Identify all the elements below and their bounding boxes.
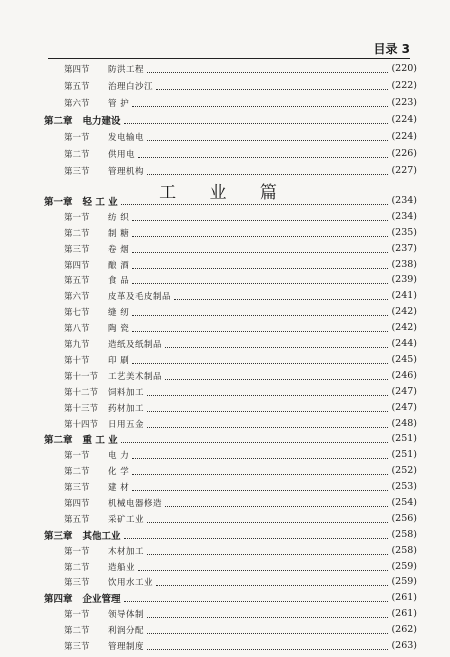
toc-page-number: (241)	[391, 290, 417, 301]
toc-section-row	[44, 60, 417, 77]
toc-page-number: (263)	[391, 640, 417, 651]
toc-dot-leader	[147, 139, 388, 141]
toc-page-number: (254)	[391, 497, 417, 508]
toc-section-row	[44, 621, 417, 638]
part-title: 工 业 篇	[159, 183, 291, 203]
toc-section-row	[44, 335, 417, 352]
toc-section-number: 第五节	[64, 514, 90, 525]
toc-entry-title: 印 刷	[108, 355, 130, 366]
toc-section-number: 第四节	[64, 64, 90, 75]
toc-chapter-row	[44, 589, 417, 606]
toc-page-number: (224)	[391, 114, 417, 125]
toc-dot-leader	[165, 346, 388, 348]
toc-section-row	[44, 128, 417, 145]
toc-entry-title: 造船业	[108, 562, 136, 573]
toc-dot-leader	[174, 298, 388, 300]
toc-page-number: (261)	[391, 608, 417, 619]
toc-page-number: (222)	[391, 80, 417, 91]
toc-section-number: 第三节	[64, 166, 90, 177]
toc-entry-title: 饲料加工	[108, 387, 145, 398]
toc-section-number: 第一节	[64, 132, 90, 143]
toc-page-number: (253)	[391, 481, 417, 492]
toc-dot-leader	[132, 235, 388, 237]
toc-section-number: 第一节	[64, 546, 90, 557]
toc-dot-leader	[124, 122, 389, 124]
toc-section-row	[44, 303, 417, 320]
toc-page-number: (245)	[391, 354, 417, 365]
toc-dot-leader	[132, 489, 388, 491]
toc-dot-leader	[132, 457, 388, 459]
toc-section-row	[44, 287, 417, 304]
toc-page-number: (242)	[391, 322, 417, 333]
toc-entry-title: 供用电	[108, 149, 136, 160]
toc-section-row	[44, 240, 417, 257]
toc-section-number: 第三节	[64, 482, 90, 493]
toc-section-number: 第十三节	[64, 403, 99, 414]
toc-dot-leader	[147, 410, 388, 412]
toc-entry-title: 利润分配	[108, 625, 145, 636]
toc-page-number: (251)	[391, 433, 417, 444]
toc-entry-title: 电 力	[108, 450, 130, 461]
toc-section-row	[44, 271, 417, 288]
toc-dot-leader	[147, 173, 388, 175]
toc-section-row	[44, 446, 417, 463]
toc-entry-title: 企业管理	[82, 593, 121, 605]
toc-page-number: (224)	[391, 131, 417, 142]
toc-page-number: (259)	[391, 561, 417, 572]
toc-dot-leader	[132, 251, 388, 253]
toc-chapter-row	[44, 526, 417, 543]
toc-section-row	[44, 462, 417, 479]
toc-section-row	[44, 208, 417, 225]
toc-page-number: (238)	[391, 259, 417, 270]
toc-page-number: (234)	[391, 195, 417, 206]
toc-section-number: 第三节	[64, 577, 90, 588]
toc-section-number: 第二节	[64, 625, 90, 636]
toc-page-number: (234)	[391, 211, 417, 222]
toc-entry-title: 防洪工程	[108, 64, 145, 75]
toc-entry-title: 发电输电	[108, 132, 145, 143]
toc-chapter-row	[44, 430, 417, 447]
toc-entry-title: 建 材	[108, 482, 130, 493]
toc-entry-title: 领导体制	[108, 609, 145, 620]
toc-section-number: 第一节	[64, 450, 90, 461]
toc-page-number: (247)	[391, 386, 417, 397]
toc-section-row	[44, 573, 417, 590]
toc-section-row	[44, 367, 417, 384]
toc-section-number: 第三章	[44, 530, 73, 542]
toc-dot-leader	[147, 394, 388, 396]
toc-section-number: 第四章	[44, 593, 73, 605]
toc-section-number: 第二章	[44, 115, 73, 127]
toc-entry-title: 陶 瓷	[108, 323, 130, 334]
toc-dot-leader	[147, 426, 388, 428]
toc-section-number: 第六节	[64, 291, 90, 302]
toc-dot-leader	[156, 88, 388, 90]
toc-page-number: (248)	[391, 418, 417, 429]
toc-dot-leader	[132, 362, 388, 364]
toc-section-row	[44, 94, 417, 111]
toc-dot-leader	[121, 203, 389, 205]
toc-entry-title: 日用五金	[108, 419, 145, 430]
toc-section-number: 第三节	[64, 244, 90, 255]
toc-chapter-row	[44, 111, 417, 128]
toc-section-number: 第三节	[64, 641, 90, 652]
toc-entry-title: 木材加工	[108, 546, 145, 557]
toc-page-number: (223)	[391, 97, 417, 108]
toc-entry-title: 采矿工业	[108, 514, 145, 525]
toc-dot-leader	[147, 553, 388, 555]
toc-entry-title: 重 工 业	[82, 434, 118, 446]
toc-page-number: (226)	[391, 148, 417, 159]
toc-section-number: 第八节	[64, 323, 90, 334]
toc-section-number: 第五节	[64, 81, 90, 92]
toc-section-row	[44, 162, 417, 179]
toc-entry-title: 管理机构	[108, 166, 145, 177]
toc-entry-title: 纺 织	[108, 212, 130, 223]
toc-page-number: (242)	[391, 306, 417, 317]
toc-dot-leader	[138, 569, 388, 571]
toc-section-row	[44, 637, 417, 654]
toc-page-number: (227)	[391, 165, 417, 176]
toc-entry-title: 酿 酒	[108, 260, 130, 271]
toc-entry-title: 食 品	[108, 275, 130, 286]
toc-dot-leader	[132, 330, 388, 332]
toc-section-number: 第二节	[64, 466, 90, 477]
toc-entry-title: 管 护	[108, 98, 130, 109]
toc-section-number: 第十节	[64, 355, 90, 366]
toc-entry-title: 化 学	[108, 466, 130, 477]
toc-section-row	[44, 383, 417, 400]
toc-section-number: 第一节	[64, 609, 90, 620]
toc-entry-title: 管理制度	[108, 641, 145, 652]
toc-section-row	[44, 605, 417, 622]
toc-page-number: (256)	[391, 513, 417, 524]
toc-page-number: (220)	[391, 63, 417, 74]
toc-section-row	[44, 351, 417, 368]
toc-section-row	[44, 510, 417, 527]
toc-dot-leader	[124, 600, 389, 602]
toc-section-number: 第四节	[64, 498, 90, 509]
toc-section-number: 第一章	[44, 196, 73, 208]
toc-section-number: 第六节	[64, 98, 90, 109]
toc-entry-title: 轻 工 业	[82, 196, 118, 208]
toc-dot-leader	[132, 267, 388, 269]
toc-entry-title: 制 糖	[108, 228, 130, 239]
toc-page-number: (262)	[391, 624, 417, 635]
toc-section-row	[44, 478, 417, 495]
toc-dot-leader	[138, 156, 388, 158]
toc-section-row	[44, 494, 417, 511]
toc-section-row	[44, 542, 417, 559]
toc-page-number: (235)	[391, 227, 417, 238]
toc-section-number: 第十一节	[64, 371, 99, 382]
toc-entry-title: 工艺美术制品	[108, 371, 163, 382]
toc-dot-leader	[147, 71, 388, 73]
toc-dot-leader	[147, 632, 388, 634]
toc-section-number: 第九节	[64, 339, 90, 350]
toc-section-number: 第二节	[64, 562, 90, 573]
toc-dot-leader	[147, 521, 388, 523]
toc-entry-title: 药材加工	[108, 403, 145, 414]
toc-section-number: 第五节	[64, 275, 90, 286]
toc-page-number: (246)	[391, 370, 417, 381]
toc-dot-leader	[121, 441, 389, 443]
toc-dot-leader	[156, 584, 388, 586]
toc-page-number: (251)	[391, 449, 417, 460]
toc-entry-title: 造纸及纸制品	[108, 339, 163, 350]
toc-section-number: 第一节	[64, 212, 90, 223]
toc-section-number: 第七节	[64, 307, 90, 318]
toc-entry-title: 缝 纫	[108, 307, 130, 318]
toc-dot-leader	[165, 505, 388, 507]
toc-section-row	[44, 319, 417, 336]
toc-page-number: (258)	[391, 545, 417, 556]
toc-dot-leader	[147, 616, 388, 618]
toc-page-number: (244)	[391, 338, 417, 349]
header-title: 目录 3	[373, 42, 410, 56]
toc-section-number: 第二章	[44, 434, 73, 446]
toc-entry-title: 机械电器修造	[108, 498, 163, 509]
toc-chapter-row	[44, 192, 417, 209]
toc-section-row	[44, 145, 417, 162]
toc-entry-title: 卷 烟	[108, 244, 130, 255]
toc-page-number: (252)	[391, 465, 417, 476]
toc-page-number: (259)	[391, 576, 417, 587]
toc-entry-title: 皮革及毛皮制品	[108, 291, 172, 302]
toc-dot-leader	[132, 219, 388, 221]
toc-dot-leader	[132, 105, 388, 107]
toc-section-row	[44, 399, 417, 416]
toc-dot-leader	[132, 473, 388, 475]
toc-section-row	[44, 224, 417, 241]
toc-dot-leader	[165, 378, 388, 380]
toc-page-number: (258)	[391, 529, 417, 540]
toc-dot-leader	[132, 314, 388, 316]
toc-page-number: (239)	[391, 274, 417, 285]
toc-section-number: 第二节	[64, 149, 90, 160]
toc-entry-title: 其他工业	[82, 530, 121, 542]
toc-page-number: (261)	[391, 592, 417, 603]
toc-dot-leader	[132, 282, 388, 284]
toc-entry-title: 电力建设	[82, 115, 121, 127]
toc-dot-leader	[147, 648, 388, 650]
toc-page-number: (237)	[391, 243, 417, 254]
toc-section-number: 第十四节	[64, 419, 99, 430]
toc-entry-title: 治理白沙江	[108, 81, 154, 92]
toc-section-row	[44, 77, 417, 94]
toc-section-number: 第二节	[64, 228, 90, 239]
toc-page-number: (247)	[391, 402, 417, 413]
toc-dot-leader	[124, 537, 389, 539]
toc-section-number: 第四节	[64, 260, 90, 271]
toc-entry-title: 饮用水工业	[108, 577, 154, 588]
toc-section-number: 第十二节	[64, 387, 99, 398]
